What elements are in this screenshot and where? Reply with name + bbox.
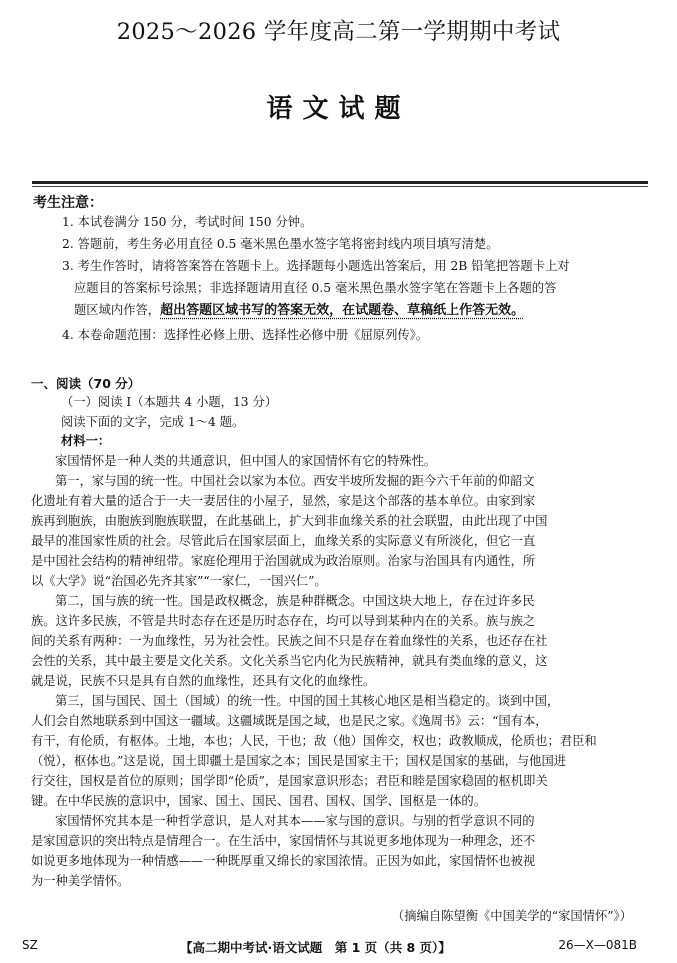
notice-item: 3. 考生作答时，请将答案答在答题卡上。选择题每小题选出答案后，用 2B 铅笔把答题卡上对: [62, 259, 570, 273]
notice-item: 4. 本卷命题范围：选择性必修上册、选择性必修中册《屈原列传》。: [62, 328, 429, 342]
passage-line: 行交往，国权是首位的原则；国学即“伦质”，是国家意识形态；君臣和睦是国家稳固的枢机即关: [31, 774, 548, 788]
passage-line: 有干，有伦质，有枢体。土地，本也；人民，干也；敌（他）国侔交，权也；政教顺成，伦质也；君臣和: [31, 734, 597, 748]
passage-line: 最早的准国家性质的社会。尽管此后在国家层面上，血缘关系的实际意义有所淡化，但它一直: [31, 534, 536, 548]
footer-paper-id: 26—X—081B: [558, 938, 637, 952]
subject-title: 语文试题: [266, 94, 411, 124]
passage-line: 家国情怀是一种人类的共通意识，但中国人的家国情怀有它的特殊性。: [55, 454, 437, 468]
passage-line: （悦），枢体也。”这是说，国土即疆土是国家之本；国民是国家主干；国权是国家的基础，与他国进: [31, 754, 567, 768]
passage-line: 是中国社会结构的精神纽带。家庭伦理用于治国就成为政治原则。治家与治国具有内通性，所: [31, 554, 536, 568]
material-label: 材料一：: [61, 434, 111, 448]
passage-line: 族再到胞族，由胞族到胞族联盟，在此基础上，扩大到非血缘关系的社会联盟，由此出现了中国: [31, 514, 548, 528]
passage-line: 家国情怀究其本是一种哲学意识，是人对其本——家与国的意识。与别的哲学意识不同的: [55, 814, 535, 828]
notice-item-with-emphasis: [74, 301, 524, 320]
passage-line: 第三，国与国民、国土（国域）的统一性。中国的国土其核心地区是相当稳定的。谈到中国，: [55, 694, 560, 708]
passage-line: 以《大学》说“治国必先齐其家”“一家仁，一国兴仁”。: [31, 574, 327, 588]
notice-item-part: 题区域内作答，: [74, 303, 161, 317]
passage-line: 间的关系有两种：一为血缘性，另为社会性。民族之间不只是存在着血缘性的关系，也还存在社: [31, 634, 548, 648]
passage-line: 人们会自然地联系到中国这一疆域。这疆域既是国之域，也是民之家。《逸周书》云：“国有本，: [31, 714, 548, 728]
passage-line: 为一种美学情怀。: [31, 874, 130, 888]
passage-line: 是家国意识的突出特点是情理合一。在生活中，家国情怀与其说更多地体现为一种理念，还不: [31, 834, 536, 848]
footer-page-info: 【高二期中考试·语文试题 第 1 页（共 8 页）】: [180, 940, 451, 955]
notice-item: 2. 答题前，考生务必用直径 0.5 毫米黑色墨水签字笔将密封线内项目填写清楚。: [62, 237, 499, 251]
notice-item: 1. 本试卷满分 150 分，考试时间 150 分钟。: [62, 215, 313, 229]
source-citation: （摘编自陈望衡《中国美学的“家国情怀”》）: [391, 909, 632, 923]
sub-heading: （一）阅读 Ⅰ（本题共 4 小题，13 分）: [61, 395, 278, 409]
notice-emphasis: 超出答题区域书写的答案无效，在试题卷、草稿纸上作答无效。: [160, 303, 525, 318]
passage-line: 第二，国与族的统一性。国是政权概念，族是种群概念。中国这块大地上，存在过许多民: [55, 594, 535, 608]
exam-title: 2025～2026 学年度高二第一学期期中考试: [116, 19, 561, 45]
passage-line: 第一，家与国的统一性。中国社会以家为本位。西安半坡所发掘的距今六千年前的仰韶文: [55, 474, 535, 488]
header-divider-thin: [32, 186, 648, 187]
passage-line: 如说更多地体现为一种情感——一种既厚重又绵长的家国浓情。正因为如此，家国情怀也被视: [31, 854, 536, 868]
section-heading: 一、阅读（70 分）: [31, 376, 141, 391]
header-divider-thick: [32, 181, 648, 184]
notice-item: 应题目的答案标号涂黑；非选择题请用直径 0.5 毫米黑色墨水签字笔在答题卡上各题的答: [74, 281, 557, 295]
instruction: 阅读下面的文字，完成 1～4 题。: [61, 415, 245, 429]
passage-line: 就是说，民族不只是具有自然的血缘性，还具有文化的血缘性。: [31, 674, 376, 688]
notice-heading: 考生注意：: [33, 195, 103, 211]
footer-code: SZ: [22, 938, 38, 952]
passage-line: 会性的关系，其中最主要是文化关系。文化关系当它内化为民族精神，就具有类血缘的意义，这: [31, 654, 548, 668]
passage-line: 键。在中华民族的意识中，国家、国土、国民、国君、国权、国学、国枢是一体的。: [31, 794, 486, 808]
passage-line: 族。这许多民族，不管是共时态存在还是历时态存在，均可以导到某种内在的关系。族与族之: [31, 614, 536, 628]
passage-line: 化遗址有着大量的适合于一夫一妻居住的小屋子，显然，家是这个部落的基本单位。由家到家: [31, 494, 536, 508]
